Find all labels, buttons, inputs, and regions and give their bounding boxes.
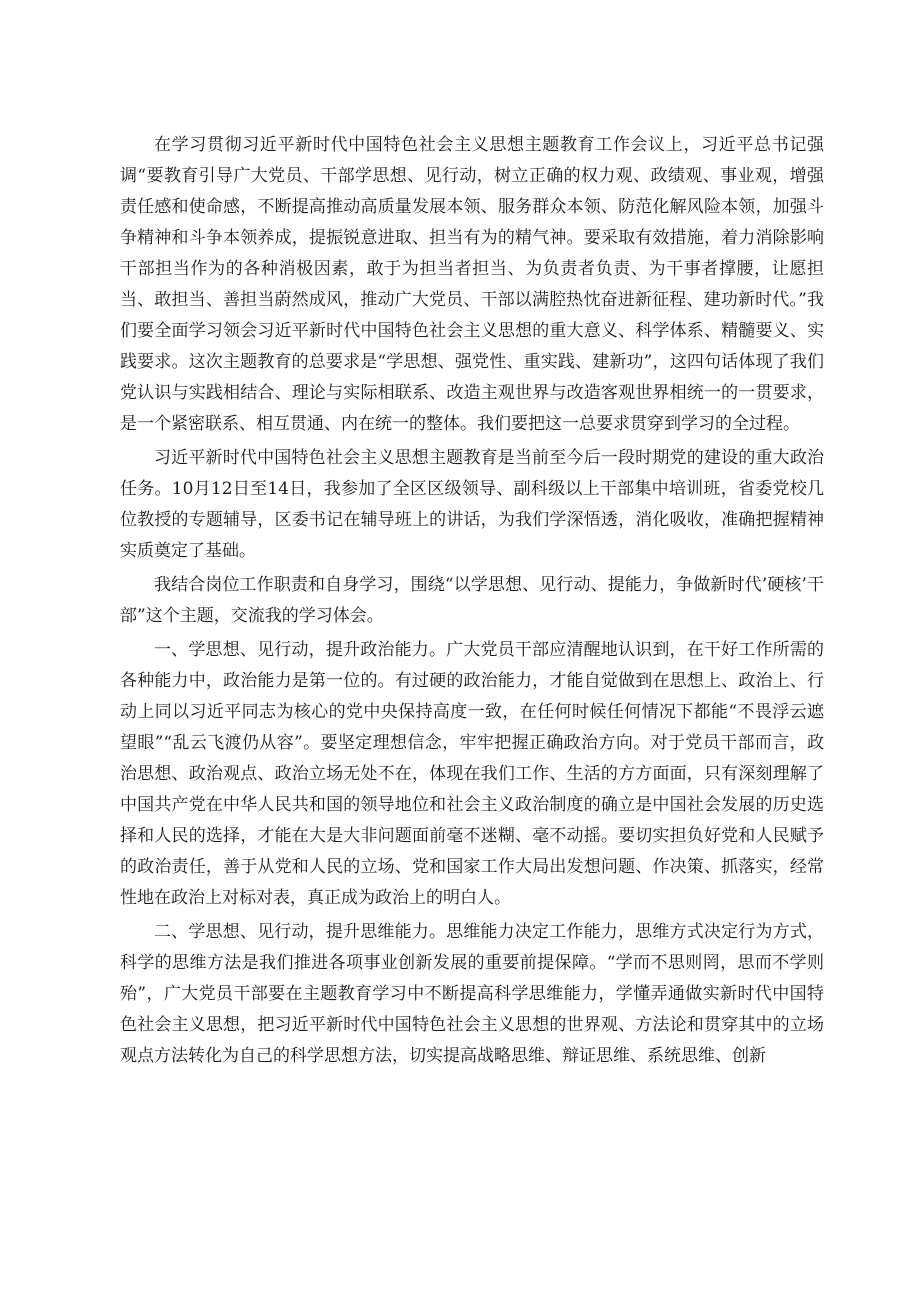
paragraph-training: 习近平新时代中国特色社会主义思想主题教育是当前至今后一段时期党的建设的重大政治任务。10月12日至14日，我参加了全区区级领导、副科级以上干部集中培训班，省委党校几位教授的专题辅导，区委书记在辅导班上的讲话，为我们学深悟透，消化吸收，准确把握精神实质奠定了基础。 — [120, 448, 824, 561]
document-body — [120, 130, 824, 1075]
paragraph-intro: 在学习贯彻习近平新时代中国特色社会主义思想主题教育工作会议上，习近平总书记强调“要教育引导广大党员、干部学思想、见行动，树立正确的权力观、政绩观、事业观，增强责任感和使命感，不断提高推动高质量发展本领、服务群众本领、防范化解风险本领，加强斗争精神和斗争本领养成，提振锐意进取、担当有为的精气神。要采取有效措施，着力消除影响干部担当作为的各种消极因素，敢于为担当者担当、为负责者负责、为干事者撑腰，让愿担当、敢担当、善担当蔚然成风，推动广大党员、干部以满腔热忱奋进新征程、建功新时代。”我们要全面学习领会习近平新时代中国特色社会主义思想的重大意义、科学体系、精髓要义、实践要求。这次主题教育的总要求是“学思想、强党性、重实践、建新功”，这四句话体现了我们党认识与实践相结合、理论与实际相联系、改造主观世界与改造客观世界相统一的一贯要求，是一个紧密联系、相互贯通、内在统一的整体。我们要把这一总要求贯穿到学习的全过程。 — [120, 135, 824, 434]
paragraph-political-ability: 一、学思想、见行动，提升政治能力。广大党员干部应清醒地认识到，在干好工作所需的各种能力中，政治能力是第一位的。有过硬的政治能力，才能自觉做到在思想上、政治上、行动上同以习近平同志为核心的党中央保持高度一致，在任何时候任何情况下都能“不畏浮云遮望眼”“乱云飞渡仍从容”。要坚定理想信念，牢牢把握正确政治方向。对于党员干部而言，政治思想、政治观点、政治立场无处不在，体现在我们工作、生活的方方面面，只有深刻理解了中国共产党在中华人民共和国的领导地位和社会主义政治制度的确立是中国社会发展的历史选择和人民的选择，才能在大是大非问题面前毫不迷糊、毫不动摇。要切实担负好党和人民赋予的政治责任，善于从党和人民的立场、党和国家工作大局出发想问题、作决策、抓落实，经常性地在政治上对标对表，真正成为政治上的明白人。 — [120, 640, 824, 908]
paragraph-thinking-ability: 二、学思想、见行动，提升思维能力。思维能力决定工作能力，思维方式决定行为方式，科学的思维方法是我们推进各项事业创新发展的重要前提保障。“学而不思则罔，思而不学则殆”，广大党员干部要在主题教育学习中不断提高科学思维能力，学懂弄通做实新时代中国特色社会主义思想，把习近平新时代中国特色社会主义思想的世界观、方法论和贯穿其中的立场观点方法转化为自己的科学思想方法，切实提高战略思维、辩证思维、系统思维、创新 — [120, 922, 824, 1066]
paragraph-theme: 我结合岗位工作职责和自身学习，围绕“以学思想、见行动、提能力，争做新时代’硬核’干部”这个主题，交流我的学习体会。 — [120, 575, 824, 626]
